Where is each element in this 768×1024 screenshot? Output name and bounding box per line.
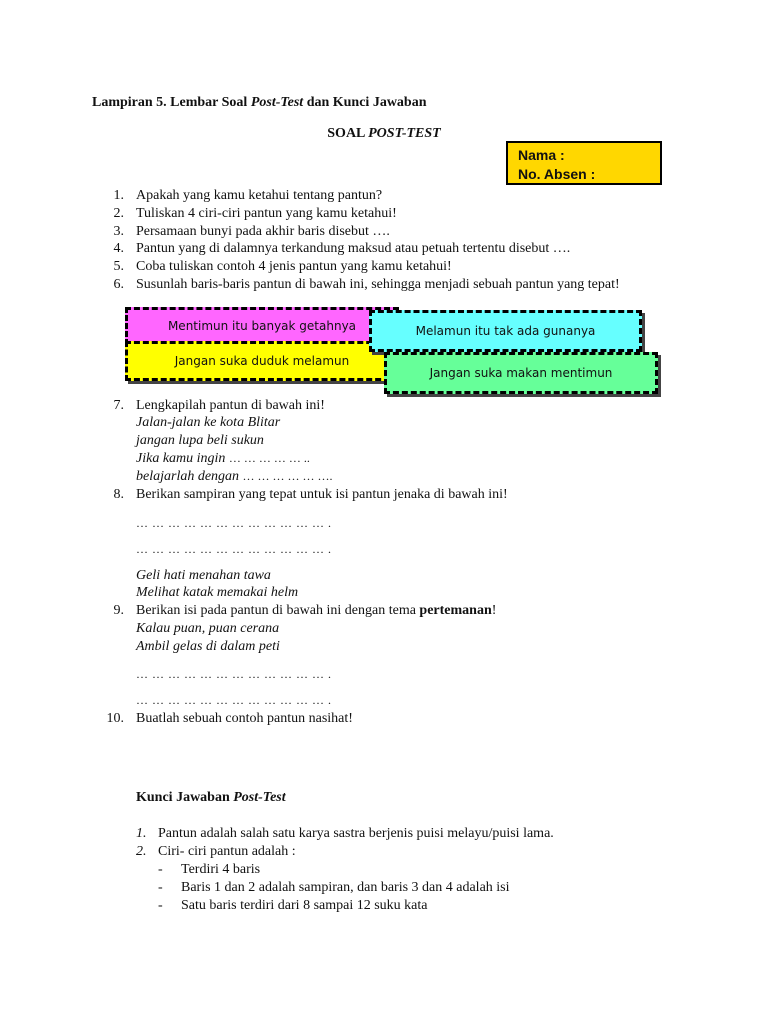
answer-blank[interactable]: … … … … … …. (242, 469, 333, 483)
soal-post-test-heading (0, 126, 768, 142)
pantun-line: Ambil gelas di dalam peti (136, 639, 280, 654)
strip-text: Melamun itu tak ada gunanya (415, 324, 596, 338)
title-italic: Post-Test (250, 95, 304, 110)
pantun-line-text: Jika kamu ingin (136, 451, 229, 466)
strip-text: Mentimun itu banyak getahnya (167, 319, 357, 333)
bullet-mark: - (158, 898, 163, 913)
pantun-line: Jalan-jalan ke kota Blitar (136, 415, 281, 430)
question-text: Lengkapilah pantun di bawah ini! (136, 398, 325, 413)
question-text-part: ! (491, 603, 497, 618)
answer-number: 2. (136, 844, 147, 859)
post-test-label: POST-TEST (368, 126, 441, 141)
question-number: 8. (113, 487, 124, 502)
answer-key-italic: Post-Test (233, 790, 286, 805)
pantun-line-blank (136, 469, 333, 485)
list-item-text: Satu baris terdiri dari 8 sampai 12 suku kata (181, 898, 428, 913)
strip-text: Jangan suka duduk melamun (174, 354, 350, 368)
question-text: Tuliskan 4 ciri-ciri pantun yang kamu ketahui! (136, 206, 397, 221)
pantun-strip-2[interactable] (369, 310, 642, 352)
pantun-strip-1[interactable] (125, 307, 399, 345)
question-number: 6. (113, 277, 124, 292)
pantun-line-text: belajarlah dengan (136, 469, 243, 484)
name-field-label: Nama : (518, 147, 565, 163)
question-number: 9. (113, 603, 124, 618)
absen-field-label: No. Absen : (518, 166, 596, 182)
bullet-mark: - (158, 862, 163, 877)
title-part-1: Lampiran 5. Lembar Soal (92, 95, 251, 110)
student-name-box[interactable] (506, 141, 662, 185)
question-number: 2. (113, 206, 124, 221)
question-number: 7. (113, 398, 124, 413)
answer-key-title (136, 790, 286, 806)
question-number: 3. (113, 224, 124, 239)
question-text: Pantun yang di dalamnya terkandung maksud atau petuah tertentu disebut …. (136, 241, 571, 256)
answer-blank[interactable]: … … … … … … … … … … … … . (136, 693, 332, 707)
pantun-strip-3[interactable] (125, 341, 399, 381)
pantun-line: Geli hati menahan tawa (136, 568, 271, 583)
answer-text: Pantun adalah salah satu karya sastra berjenis puisi melayu/puisi lama. (158, 826, 554, 841)
answer-blank[interactable]: … … … … … … … … … … … … . (136, 667, 332, 681)
theme-keyword: pertemanan (419, 603, 492, 618)
pantun-strip-4[interactable] (384, 352, 658, 394)
question-text: Apakah yang kamu ketahui tentang pantun? (136, 188, 383, 203)
list-item-text: Terdiri 4 baris (181, 862, 261, 877)
answer-blank[interactable]: … … … … … .. (228, 451, 310, 465)
answer-blank[interactable]: … … … … … … … … … … … … . (136, 516, 332, 530)
question-text: Persamaan bunyi pada akhir baris disebut …. (136, 224, 390, 239)
answer-key-label: Kunci Jawaban (136, 790, 234, 805)
pantun-line-blank (136, 451, 310, 467)
question-number: 4. (113, 241, 124, 256)
question-number: 5. (113, 259, 124, 274)
bullet-mark: - (158, 880, 163, 895)
pantun-line: jangan lupa beli sukun (136, 433, 264, 448)
document-title (92, 95, 427, 111)
title-part-2: dan Kunci Jawaban (303, 95, 427, 110)
answer-blank[interactable]: … … … … … … … … … … … … . (136, 542, 332, 556)
question-text (136, 603, 496, 619)
soal-label: SOAL (327, 126, 369, 141)
strip-text: Jangan suka makan mentimun (429, 366, 613, 380)
question-number: 1. (113, 188, 124, 203)
answer-text: Ciri- ciri pantun adalah : (158, 844, 296, 859)
pantun-line: Melihat katak memakai helm (136, 585, 299, 600)
pantun-line: Kalau puan, puan cerana (136, 621, 280, 636)
answer-number: 1. (136, 826, 147, 841)
question-text: Susunlah baris-baris pantun di bawah ini, sehingga menjadi sebuah pantun yang tepat! (136, 277, 620, 292)
question-text: Coba tuliskan contoh 4 jenis pantun yang kamu ketahui! (136, 259, 452, 274)
question-text-part: Berikan isi pada pantun di bawah ini dengan tema (136, 603, 420, 618)
question-text: Berikan sampiran yang tepat untuk isi pantun jenaka di bawah ini! (136, 487, 508, 502)
question-number: 10. (106, 711, 124, 726)
list-item-text: Baris 1 dan 2 adalah sampiran, dan baris 3 dan 4 adalah isi (181, 880, 510, 895)
question-text: Buatlah sebuah contoh pantun nasihat! (136, 711, 353, 726)
